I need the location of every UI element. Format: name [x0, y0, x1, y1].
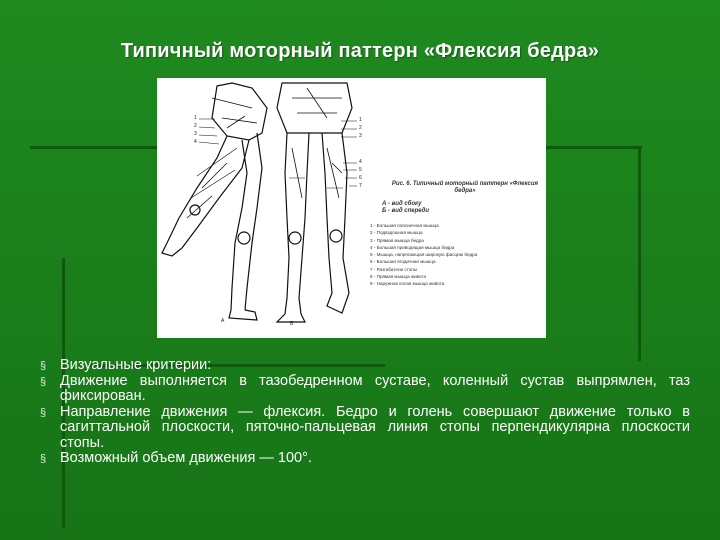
decorative-line-right: [638, 146, 641, 361]
left-number: 4: [194, 139, 197, 145]
right-number: 7: [359, 183, 362, 189]
legend-item: 5 - Мышца, напрягающая широкую фасцию бедра: [370, 252, 478, 258]
legend-item: 4 - Большая приводящая мышца бедра: [370, 244, 455, 250]
right-number: 2: [359, 125, 362, 131]
figure-caption: Рис. 6. Типичный моторный паттерн «Флексия бедра»: [391, 181, 539, 194]
slide-title: Типичный моторный паттерн «Флексия бедра»: [120, 40, 600, 62]
legend-item: 9 - Наружная косая мышца живота: [370, 281, 445, 287]
legend-item: 8 - Прямая мышца живота: [370, 274, 427, 280]
bullet-item: [40, 358, 690, 374]
anatomy-figure: [157, 78, 546, 338]
left-number: 1: [194, 115, 197, 121]
bullet-text: Движение выполняется в тазобедренном суставе, коленный сустав выпрямлен, таз фиксирован.: [60, 372, 690, 404]
bullet-item: [40, 374, 690, 405]
view-label-b: Б: [290, 321, 294, 327]
right-number: 6: [359, 175, 362, 181]
right-number-labels: [359, 116, 362, 190]
legend-item: 2 - Подвздошная мышца: [370, 230, 423, 236]
bullet-marker-icon: §: [40, 406, 47, 419]
figure-views: [382, 201, 429, 215]
right-number: 1: [359, 117, 362, 123]
bullet-marker-icon: §: [40, 453, 47, 465]
right-number: 5: [359, 167, 362, 173]
bullet-text: Возможный объем движения — 100°.: [60, 450, 312, 466]
view-description: Б - вид спереди: [382, 208, 430, 214]
right-number: 4: [359, 159, 362, 165]
view-label-a: А: [221, 318, 225, 324]
bullet-text: Визуальные критерии:: [60, 357, 212, 373]
left-number-labels: [194, 114, 197, 146]
figure-legend: [370, 222, 477, 288]
bullet-item: [40, 451, 690, 467]
bullet-text: Направление движения — флексия. Бедро и голень совершают движение только в сагиттальной плоскости, пяточно-пальцевая линия стопы перпендикулярна плоскости стопы.: [60, 403, 690, 451]
left-number: 2: [194, 123, 197, 129]
legend-item: 7 - Разгибатели стопы: [370, 266, 418, 272]
bullet-item: [40, 405, 690, 452]
left-number: 3: [194, 131, 197, 137]
bullet-marker-icon: §: [40, 360, 47, 372]
right-number: 3: [359, 133, 362, 139]
legend-item: 1 - Большая поясничная мышца: [370, 223, 439, 228]
legend-item: 6 - Большая ягодичная мышца: [370, 259, 436, 265]
legend-item: 3 - Прямая мышца бедра: [370, 237, 424, 243]
view-description: А - вид сбоку: [382, 201, 422, 207]
bullet-list: [40, 358, 690, 467]
bullet-marker-icon: §: [40, 375, 47, 388]
anatomy-illustration: [157, 78, 546, 338]
